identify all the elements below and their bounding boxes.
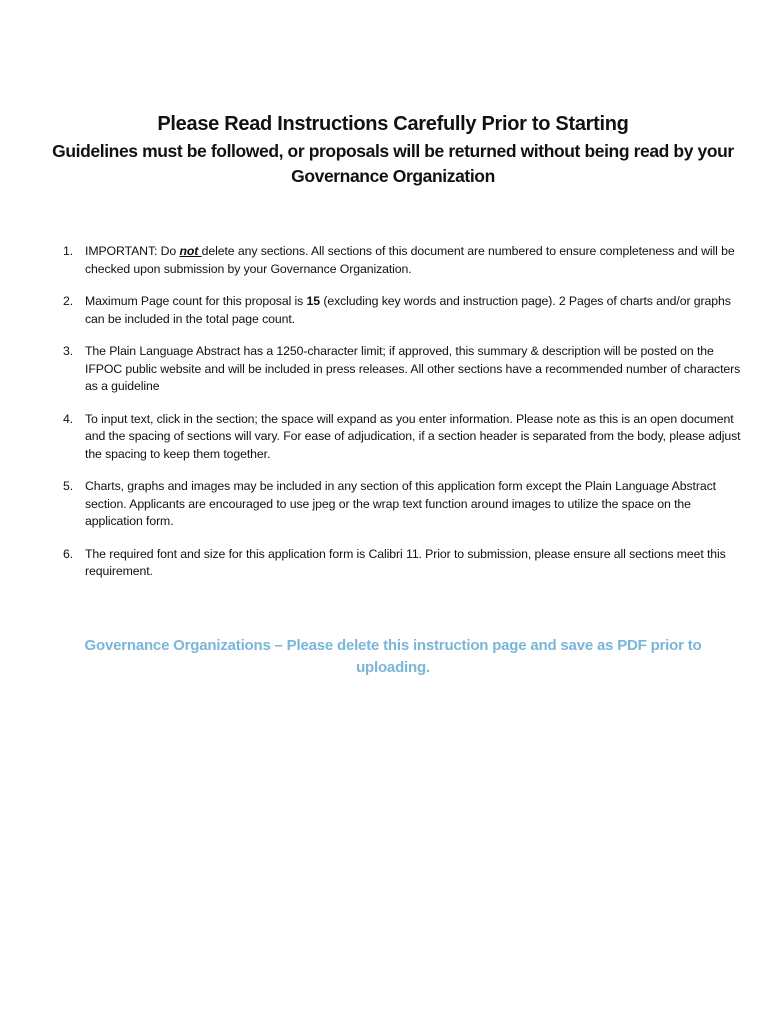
instruction-item-3	[0, 343, 745, 396]
instruction-number: 4.	[63, 411, 74, 426]
instruction-item-4	[0, 411, 745, 464]
instruction-text: delete any sections. All sections of this document are numbered to ensure completeness and will be checked upon submission by your Governance Organization.	[85, 244, 735, 276]
instruction-item-6	[0, 546, 745, 581]
instruction-item-2	[0, 293, 745, 328]
instruction-list	[0, 243, 770, 596]
instruction-text: The required font and size for this application form is Calibri 11. Prior to submission, please ensure all sections meet this requirement.	[85, 546, 726, 578]
instruction-number: 3.	[63, 344, 74, 358]
instruction-text: To input text, click in the section; the space will expand as you enter information. Please note as this is an open document and the spacing of sections will vary. For ease of adjudication, if a section header is separated from the body, please adjust the spacing to keep them together.	[85, 411, 741, 461]
instruction-text: (excluding key words and instruction page). 2 Pages of charts and/or graphs can be included in the total page count.	[85, 294, 731, 326]
instruction-text: Maximum Page count for this proposal is	[85, 294, 307, 308]
instruction-text: IMPORTANT: Do	[85, 244, 180, 258]
delete-instruction-note: Governance Organizations – Please delete this instruction page and save as PDF prior to uploading.	[84, 637, 702, 676]
instruction-item-1	[0, 243, 745, 278]
instruction-text: The Plain Language Abstract has a 1250-character limit; if approved, this summary & description will be posted on the IFPOC public website and will be included in press releases. All other sections have a recommended number of characters as a guideline	[85, 344, 741, 393]
instruction-emphasis: 15	[306, 294, 321, 308]
instruction-number: 6.	[63, 546, 74, 561]
instruction-emphasis: not	[179, 244, 202, 258]
instruction-number: 5.	[63, 479, 74, 493]
instruction-number: 2.	[63, 294, 74, 308]
instruction-number: 1.	[63, 244, 74, 258]
page-title: Please Read Instructions Carefully Prior to Starting	[157, 113, 629, 135]
instruction-text: Charts, graphs and images may be included in any section of this application form except the Plain Language Abstract section. Applicants are encouraged to use jpeg or the wrap text function around images to utilize the space on the application form.	[85, 479, 716, 528]
instruction-item-5	[0, 478, 745, 531]
page-subtitle: Guidelines must be followed, or proposals will be returned without being read by your Governance Organization	[52, 141, 734, 186]
